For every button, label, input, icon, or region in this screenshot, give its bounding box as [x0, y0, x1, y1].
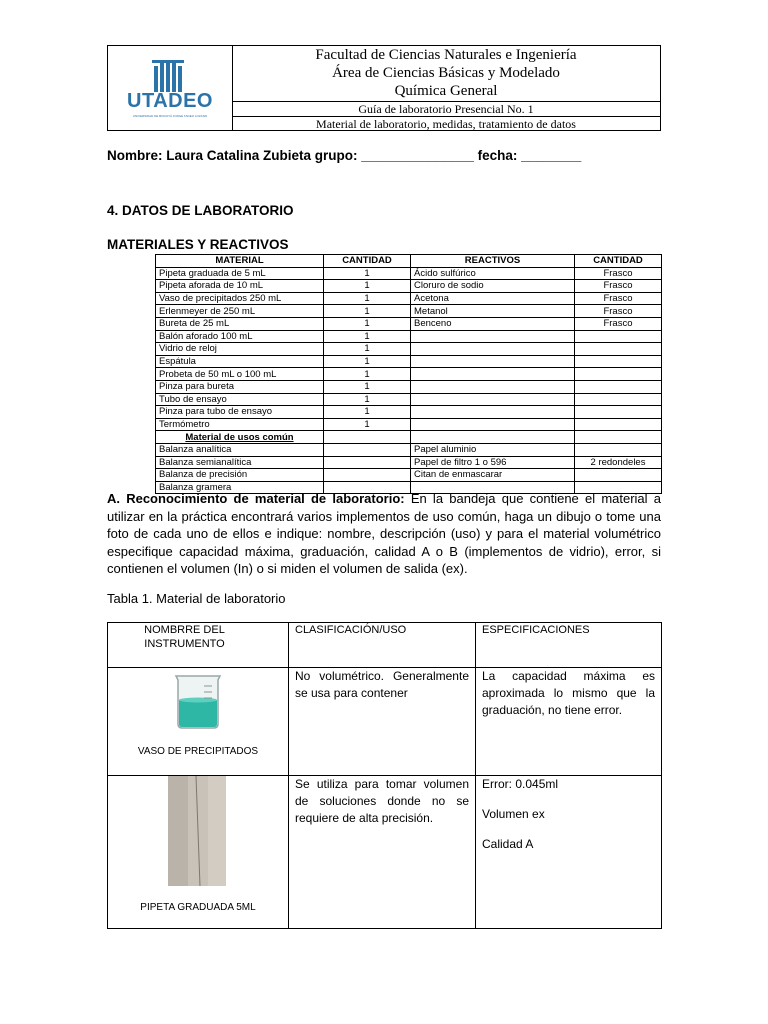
table-cell	[411, 355, 575, 368]
header-clasificacion: CLASIFICACIÓN/USO	[289, 623, 476, 668]
table-cell	[575, 418, 662, 431]
col-cantidad-reactivos: CANTIDAD	[575, 255, 662, 268]
table-cell: Frasco	[575, 267, 662, 280]
table-cell	[324, 431, 411, 444]
table-cell: Metanol	[411, 305, 575, 318]
table-cell: 1	[324, 418, 411, 431]
table-cell	[411, 368, 575, 381]
table-cell	[324, 443, 411, 456]
table-row	[156, 380, 662, 393]
faculty-line: Facultad de Ciencias Naturales e Ingeniería	[315, 47, 577, 63]
student-line: Nombre: Laura Catalina Zubieta grupo: _______________ fecha: ________	[107, 148, 582, 163]
header-especificaciones: ESPECIFICACIONES	[476, 623, 662, 668]
spec-line: Calidad A	[482, 837, 534, 851]
table-cell	[575, 330, 662, 343]
instrument-table	[107, 622, 662, 929]
header-instrumento-text: NOMBRRE DEL INSTRUMENTO	[144, 624, 225, 650]
table-row	[156, 267, 662, 280]
table-cell: Termómetro	[156, 418, 324, 431]
table-cell: Ácido sulfúrico	[411, 267, 575, 280]
table-cell: 1	[324, 330, 411, 343]
table-row	[156, 443, 662, 456]
table1-caption: Tabla 1. Material de laboratorio	[107, 591, 286, 606]
table-row	[156, 317, 662, 330]
instrument-cell-vaso	[108, 668, 289, 776]
table-cell: Acetona	[411, 292, 575, 305]
spec-cell	[476, 776, 662, 929]
table-cell: Papel de filtro 1 o 596	[411, 456, 575, 469]
guide-line: Guía de laboratorio Presencial No. 1	[358, 102, 534, 116]
table-cell	[575, 469, 662, 482]
table-row	[156, 456, 662, 469]
table-cell	[575, 431, 662, 444]
table-cell	[575, 355, 662, 368]
table-cell: Papel aluminio	[411, 443, 575, 456]
instrument-table-header	[108, 623, 662, 668]
table-cell: Balanza gramera	[156, 481, 324, 494]
table-cell: Vaso de precipitados 250 mL	[156, 292, 324, 305]
table-cell	[411, 393, 575, 406]
table-cell: 1	[324, 355, 411, 368]
header-instrumento	[108, 623, 289, 668]
table-cell	[575, 406, 662, 419]
topic-line: Material de laboratorio, medidas, tratamiento de datos	[316, 117, 576, 131]
table-cell: Balón aforado 100 mL	[156, 330, 324, 343]
table-cell	[411, 343, 575, 356]
uso-cell: No volumétrico. Generalmente se usa para contener	[289, 668, 476, 776]
materials-title: MATERIALES Y REACTIVOS	[107, 237, 289, 252]
common-materials-header: Material de usos común	[156, 431, 324, 444]
table-cell	[575, 380, 662, 393]
table-row	[108, 668, 662, 776]
section-title: 4. DATOS DE LABORATORIO	[107, 203, 294, 218]
spec-cell: La capacidad máxima es aproximada lo mismo que la graduación, no tiene error.	[476, 668, 662, 776]
table-cell: Cloruro de sodio	[411, 280, 575, 293]
paragraph-body: En la bandeja que contiene el material a utilizar en la práctica encontrará varios implementos de uso común, haga un dibujo o tome una foto de cada uno de ellos e indique: nombre, descripción (uso) y para el material volumétrico especifique capacidad máxima, graduación, calidad A o B (implementos de vidrio), error, si contienen el volumen (In) o si miden el volumen de salida (ex).	[107, 491, 661, 576]
course-line: Química General	[394, 83, 498, 99]
table-cell	[575, 343, 662, 356]
table-cell: Frasco	[575, 280, 662, 293]
table-cell: Pinza para tubo de ensayo	[156, 406, 324, 419]
table-row	[156, 343, 662, 356]
table-cell: Vidrio de reloj	[156, 343, 324, 356]
uso-cell: Se utiliza para tomar volumen de soluciones donde no se requiere de alta precisión.	[289, 776, 476, 929]
table-cell: Espátula	[156, 355, 324, 368]
table-cell: Pinza para bureta	[156, 380, 324, 393]
table-cell: Frasco	[575, 292, 662, 305]
table-cell: Probeta de 50 mL o 100 mL	[156, 368, 324, 381]
table-cell: 2 redondeles	[575, 456, 662, 469]
col-material: MATERIAL	[156, 255, 324, 268]
table-row	[156, 330, 662, 343]
table-cell: Bureta de 25 mL	[156, 317, 324, 330]
table-cell: 1	[324, 368, 411, 381]
table-row	[156, 355, 662, 368]
instructions-paragraph	[107, 490, 661, 578]
table-row	[156, 393, 662, 406]
table-row	[156, 469, 662, 482]
logo-subtitle: UNIVERSIDAD DE BOGOTÁ JORGE TADEO LOZANO	[132, 114, 208, 118]
instrument-name: PIPETA GRADUADA 5ML	[140, 902, 256, 913]
table-cell: Benceno	[411, 317, 575, 330]
table-cell: 1	[324, 292, 411, 305]
table-row	[156, 418, 662, 431]
table-cell: 1	[324, 280, 411, 293]
table-cell: Balanza semianalítica	[156, 456, 324, 469]
area-line: Área de Ciencias Básicas y Modelado	[332, 65, 560, 81]
table-cell	[575, 368, 662, 381]
table-cell	[324, 456, 411, 469]
table-cell	[411, 431, 575, 444]
col-reactivos: REACTIVOS	[411, 255, 575, 268]
logo-text: UTADEO	[127, 90, 213, 112]
table-cell: Frasco	[575, 317, 662, 330]
table-row	[156, 292, 662, 305]
paragraph-heading: A. Reconocimiento de material de laboratorio:	[107, 491, 405, 506]
header-title-cell	[232, 46, 660, 130]
table-cell: 1	[324, 406, 411, 419]
instrument-name: VASO DE PRECIPITADOS	[137, 746, 259, 757]
spec-line: Volumen ex	[482, 807, 545, 821]
table-cell	[411, 330, 575, 343]
table-row	[108, 776, 662, 929]
table-cell: Pipeta aforada de 10 mL	[156, 280, 324, 293]
col-cantidad: CANTIDAD	[324, 255, 411, 268]
beaker-image	[108, 668, 289, 776]
table-cell	[324, 469, 411, 482]
table-cell: 1	[324, 393, 411, 406]
table-cell	[575, 393, 662, 406]
table-cell: 1	[324, 317, 411, 330]
materials-table-header	[156, 255, 662, 268]
table-cell: 1	[324, 343, 411, 356]
table-row	[156, 406, 662, 419]
table-cell	[411, 380, 575, 393]
table-cell: Balanza de precisión	[156, 469, 324, 482]
table-row	[156, 280, 662, 293]
table-cell: Erlenmeyer de 250 mL	[156, 305, 324, 318]
table-cell: Citan de enmascarar	[411, 469, 575, 482]
table-cell: Frasco	[575, 305, 662, 318]
table-row	[156, 305, 662, 318]
table-cell: Tubo de ensayo	[156, 393, 324, 406]
document-header	[107, 45, 661, 131]
table-cell	[575, 443, 662, 456]
table-cell: 1	[324, 305, 411, 318]
spec-line: Error: 0.045ml	[482, 777, 559, 791]
table-cell	[411, 406, 575, 419]
table-cell: 1	[324, 380, 411, 393]
instrument-cell-pipeta	[108, 776, 289, 929]
table-cell: 1	[324, 267, 411, 280]
common-materials-row	[156, 431, 662, 444]
table-row	[156, 368, 662, 381]
table-cell	[411, 418, 575, 431]
logo-cell	[108, 46, 233, 130]
table-cell: Pipeta graduada de 5 mL	[156, 267, 324, 280]
materials-table	[155, 254, 662, 494]
table-cell: Balanza analítica	[156, 443, 324, 456]
